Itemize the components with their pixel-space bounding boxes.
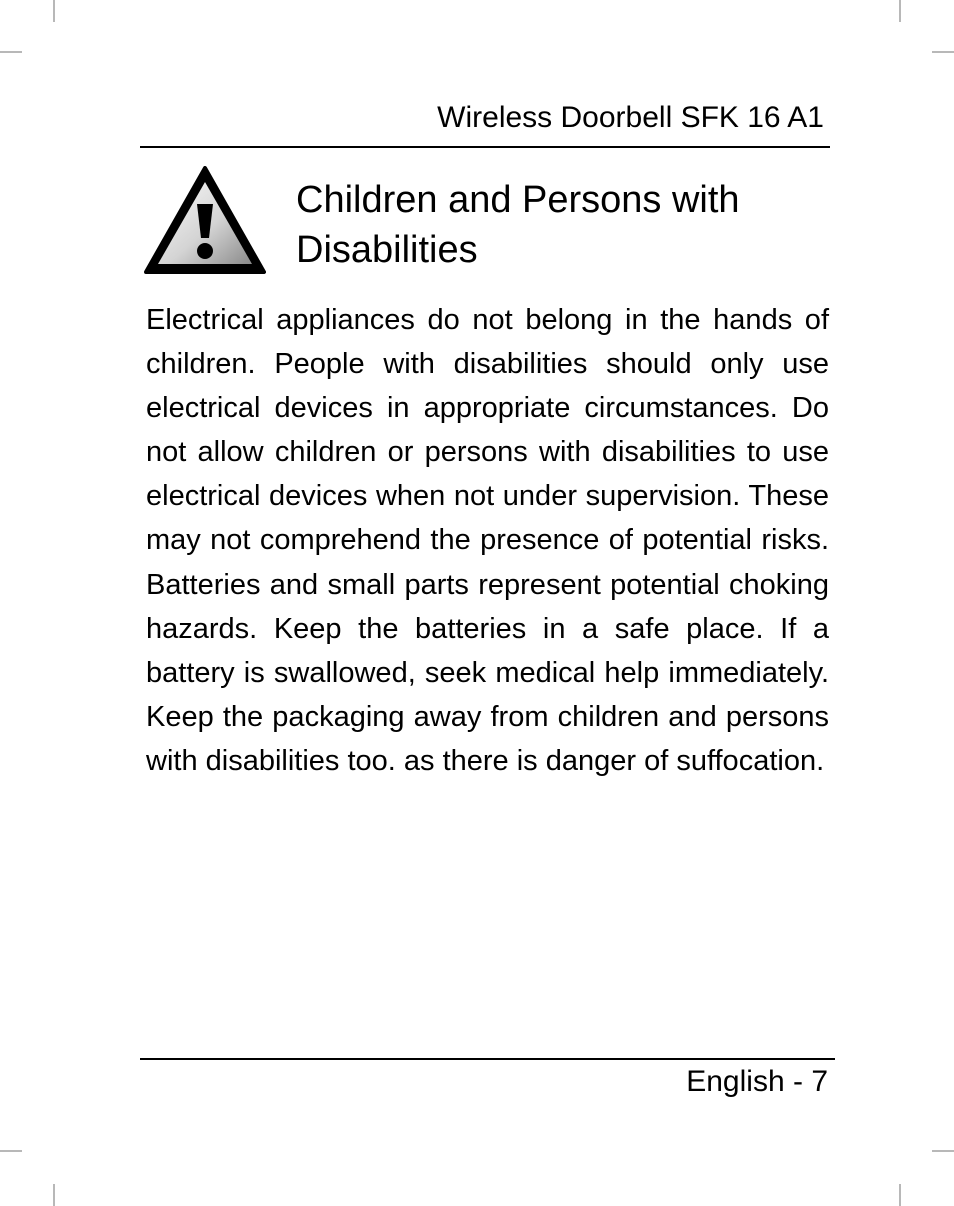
footer-language: English: [686, 1065, 785, 1098]
crop-mark: [0, 51, 22, 53]
page-number: 7: [811, 1065, 828, 1098]
crop-mark: [899, 0, 901, 22]
crop-mark: [932, 1150, 954, 1152]
footer-separator: -: [784, 1065, 812, 1098]
crop-mark: [899, 1184, 901, 1206]
crop-mark: [53, 1184, 55, 1206]
footer-rule: [140, 1058, 835, 1060]
crop-mark: [53, 0, 55, 22]
warning-triangle-icon: [144, 166, 266, 276]
crop-mark: [0, 1150, 22, 1152]
document-title: Wireless Doorbell SFK 16 A1: [437, 101, 824, 134]
section-heading: Children and Persons with Disabilities: [296, 179, 740, 271]
header-rule: [140, 146, 830, 148]
crop-mark: [932, 51, 954, 53]
body-paragraph: Electrical appliances do not belong in the hands of children. People with disabilities should only use electrical devices in appropriate circumstances. Do not allow children or persons with disabilities to use electrical devices when not under supervision. These may not comprehend the presence of potential risks. Batteries and small parts represent potential choking hazards. Keep the batteries in a safe place. If a battery is swallowed, seek medical help immediately. Keep the packaging away from children and persons with disabilities too. as there is danger of suffocation.: [146, 304, 829, 777]
page-footer: [686, 1064, 828, 1100]
